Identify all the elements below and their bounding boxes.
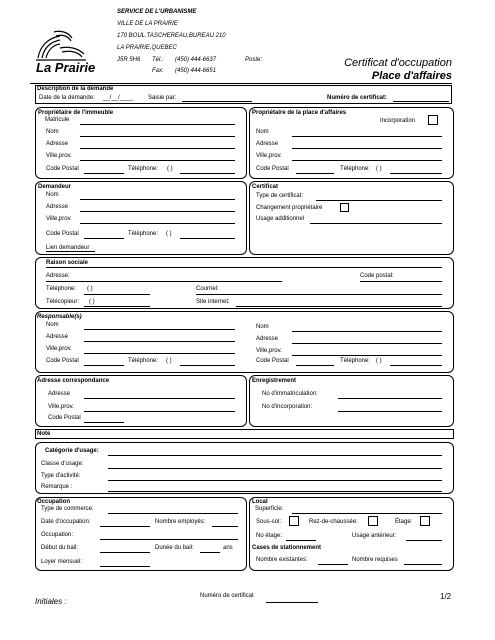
resp-adresse-label-1: Adresse: [46, 334, 69, 340]
courriel-label: Courriel:: [196, 286, 219, 292]
debut-field[interactable]: [100, 552, 150, 553]
categorie-field[interactable]: [108, 455, 442, 456]
resp-ville-field-1[interactable]: [84, 353, 235, 354]
raison-adresse-field[interactable]: [46, 281, 282, 282]
loyer-label: Loyer mensuel:: [41, 559, 83, 565]
city-name: VILLE DE LA PRAIRIE: [117, 21, 178, 27]
dem-nom-field[interactable]: [80, 199, 235, 200]
resp-tel-field-2[interactable]: [390, 365, 442, 366]
service-name: SERVICE DE L'URBANISME: [117, 9, 197, 15]
raison-field[interactable]: [46, 267, 442, 268]
pp-ville-label: Ville,prov.: [256, 153, 282, 159]
incorporation-label: Incorporation: [380, 118, 416, 124]
dem-adresse-field[interactable]: [80, 211, 235, 212]
resp-adresse-label-2: Adresse: [256, 336, 279, 342]
numero-field[interactable]: [393, 101, 449, 102]
enregistrement-heading: Enregistrement: [252, 378, 297, 384]
loyer-field[interactable]: [100, 566, 150, 567]
dem-tel-value[interactable]: ( ): [166, 231, 172, 237]
remarque-label: Remarque :: [41, 484, 73, 490]
poste-label: Poste:: [245, 57, 263, 63]
footer-numero-field[interactable]: [266, 602, 318, 603]
resp-adresse-field-1[interactable]: [84, 341, 235, 342]
page-number: 1/2: [440, 592, 452, 601]
occupation-field[interactable]: [100, 539, 238, 540]
pp-nom-label: Nom: [256, 129, 269, 135]
resp-cp-field-2[interactable]: [296, 365, 334, 366]
ans-label: ans: [223, 545, 233, 551]
incorp-field[interactable]: [338, 411, 442, 412]
ac-ville-label: Ville,prov.: [48, 404, 74, 410]
debut-label: Début du bail:: [41, 545, 79, 551]
type-activite-label: Type d'activité:: [41, 473, 81, 479]
dem-adresse-label: Adresse: [46, 204, 69, 210]
pi-ville-label: Ville,prov.: [46, 153, 72, 159]
existantes-label: Nombre existantes:: [256, 557, 308, 563]
courriel-field[interactable]: [196, 294, 442, 295]
pp-tel-label: Téléphone:: [340, 166, 371, 172]
changement-checkbox[interactable]: [340, 203, 349, 212]
stationnement-heading: Cases de stationnement: [252, 545, 322, 551]
categorie-heading: Catégorie d'usage:: [45, 448, 99, 454]
incorp-label: No d'incorporation:: [262, 404, 313, 410]
form-subtitle: Place d'affaires: [371, 70, 452, 82]
pi-nom-label: Nom: [46, 129, 59, 135]
etage-label: Étage:: [395, 519, 413, 525]
date-label: Date de la demande:: [39, 95, 95, 101]
resp-ville-label-2: Ville,prov.: [256, 348, 282, 354]
nombre-emp-field[interactable]: [212, 526, 238, 527]
resp-nom-field-1[interactable]: [84, 329, 235, 330]
occupation-heading: Occupation: [37, 499, 71, 505]
resp-nom-label-2: Nom: [256, 324, 269, 330]
etage-checkbox[interactable]: [420, 516, 430, 526]
dem-ville-field[interactable]: [80, 223, 235, 224]
no-etage-field[interactable]: [286, 540, 316, 541]
note-heading: Note: [37, 431, 51, 437]
fax-value: (450) 444-6651: [175, 68, 217, 74]
resp-nom-field-2[interactable]: [292, 331, 442, 332]
type-commerce-label: Type de commerce:: [41, 506, 94, 512]
usage-additionnel-label: Usage additionnel: [256, 216, 305, 222]
raison-section: [35, 257, 454, 309]
pp-nom-field[interactable]: [292, 136, 442, 137]
pi-nom-field[interactable]: [80, 136, 235, 137]
telecopieur-label: Télécopieur:: [46, 299, 80, 305]
logo-text: La Prairie: [36, 60, 96, 75]
resp-ville-field-2[interactable]: [292, 355, 442, 356]
responsables-section: [35, 311, 454, 373]
lien-label: Lien demandeur: [46, 245, 90, 251]
note-section: [35, 429, 454, 439]
ac-adresse-label: Adresse: [48, 391, 71, 397]
raison-heading: Raison sociale: [46, 260, 89, 266]
pi-adresse-label: Adresse: [46, 141, 69, 147]
usage-ant-label: Usage antérieur:: [352, 533, 397, 539]
date-value[interactable]: __/__/____: [103, 95, 134, 101]
classe-label: Classe d'usage:: [41, 461, 84, 467]
dem-cp-label: Code Postal: [46, 231, 79, 237]
sous-sol-checkbox[interactable]: [289, 516, 299, 526]
dem-cp-field[interactable]: [84, 238, 124, 239]
raison-tel-field[interactable]: [84, 294, 150, 295]
resp-tel-value-2[interactable]: ( ): [376, 358, 382, 364]
resp-cp-label-1: Code Postal: [46, 358, 79, 364]
resp-tel-label-2: Téléphone:: [340, 358, 371, 364]
resp-cp-label-2: Code Postal: [256, 358, 289, 364]
immat-field[interactable]: [338, 398, 442, 399]
resp-ville-label-1: Ville,prov.: [46, 346, 72, 352]
dem-ville-label: Ville,prov.: [46, 216, 72, 222]
logo: [30, 28, 96, 76]
pp-adresse-field[interactable]: [292, 148, 442, 149]
type-activite-field[interactable]: [108, 480, 442, 481]
resp-adresse-field-2[interactable]: [292, 343, 442, 344]
raison-tel-value[interactable]: ( ): [87, 286, 93, 292]
raison-cp-field[interactable]: [360, 281, 442, 282]
superficie-label: Superficie:: [255, 506, 284, 512]
saisie-label: Saisie par:: [148, 95, 177, 101]
pi-cp-field[interactable]: [84, 173, 124, 174]
pi-ville-field[interactable]: [80, 160, 235, 161]
address-line-2: LA PRAIRIE,QUEBEC: [117, 45, 177, 51]
ac-cp-label: Code Postal: [48, 415, 81, 421]
matricule-label: Matricule: [45, 117, 70, 123]
ac-cp-field[interactable]: [84, 422, 124, 423]
sous-sol-label: Sous-sol:: [256, 519, 282, 525]
tel-label: Tél.:: [152, 57, 164, 63]
responsables-heading: Responsable(s): [37, 314, 82, 320]
pi-adresse-field[interactable]: [80, 148, 235, 149]
header-rule: [30, 83, 452, 84]
duree-field[interactable]: [200, 552, 220, 553]
resp-cp-field-1[interactable]: [84, 365, 124, 366]
type-certificat-field[interactable]: [316, 200, 442, 201]
pi-tel-field[interactable]: [180, 173, 235, 174]
initiales-label: Initiales :: [35, 597, 67, 606]
usage-ant-field[interactable]: [406, 540, 442, 541]
resp-tel-label-1: Téléphone:: [128, 358, 159, 364]
saisie-field[interactable]: [182, 101, 252, 102]
form-title: Certificat d'occupation: [344, 57, 452, 69]
demandeur-heading: Demandeur: [38, 184, 72, 190]
pp-cp-field[interactable]: [296, 173, 334, 174]
changement-label: Changement propriétaire: [256, 205, 323, 211]
certificat-heading: Certificat: [252, 184, 279, 190]
fax-label: Fax:: [152, 68, 164, 74]
pp-tel-field[interactable]: [390, 173, 442, 174]
requises-field[interactable]: [404, 564, 442, 565]
matricule-field[interactable]: [80, 124, 235, 125]
type-certificat-label: Type de certificat:: [256, 193, 304, 199]
date-occ-label: Date d'occupation:: [41, 519, 91, 525]
raison-cp-label: Code postal:: [360, 273, 394, 279]
pp-tel-value[interactable]: ( ): [376, 166, 382, 172]
telecopieur-value[interactable]: ( ): [89, 299, 95, 305]
site-label: Site internet:: [196, 299, 230, 305]
proprietaire-immeuble-heading: Propriétaire de l'immeuble: [38, 110, 114, 116]
ac-adresse-field[interactable]: [84, 398, 235, 399]
resp-tel-value-1[interactable]: ( ): [166, 358, 172, 364]
dem-nom-label: Nom: [46, 192, 59, 198]
proprietaire-place-heading: Propriétaire de la place d'affaires: [252, 110, 347, 116]
raison-tel-label: Téléphone:: [46, 286, 77, 292]
type-commerce-field[interactable]: [108, 513, 238, 514]
site-field[interactable]: [236, 306, 442, 307]
pi-tel-label: Téléphone:: [128, 166, 159, 172]
nombre-emp-label: Nombre employés:: [155, 519, 206, 525]
raison-adresse-label: Adresse:: [46, 273, 70, 279]
adresse-corr-heading: Adresse correspondance: [37, 378, 110, 384]
logo-mark-icon: [30, 28, 92, 64]
duree-label: Dunée du bail:: [155, 545, 194, 551]
superficie-field[interactable]: [292, 513, 442, 514]
classe-field[interactable]: [108, 468, 442, 469]
immat-label: No d'immatriculation:: [262, 391, 318, 397]
dem-tel-label: Téléphone:: [128, 231, 159, 237]
rez-checkbox[interactable]: [368, 516, 378, 526]
requises-label: Nombre requises: [352, 557, 398, 563]
no-etage-label: No étage:: [256, 533, 283, 539]
usage-additionnel-field[interactable]: [310, 223, 442, 224]
numero-label: Numéro de certificat:: [327, 95, 388, 101]
date-occ-field[interactable]: [100, 526, 150, 527]
pi-cp-label: Code Postal: [46, 166, 79, 172]
pp-adresse-label: Adresse: [256, 141, 279, 147]
local-heading: Local: [252, 499, 268, 505]
pi-tel-value[interactable]: ( ): [167, 166, 173, 172]
ac-ville-field[interactable]: [84, 411, 235, 412]
resp-tel-field-1[interactable]: [180, 365, 235, 366]
address-line-1: 170 BOUL.TASCHEREAU,BUREAU 210: [117, 33, 226, 39]
rez-label: Rez-de-chaussée:: [309, 519, 358, 525]
pp-cp-label: Code Postal: [256, 166, 289, 172]
postal-code: J5R 5H6: [117, 57, 141, 63]
telecopieur-field[interactable]: [84, 306, 150, 307]
dem-tel-field[interactable]: [180, 238, 235, 239]
lien-field[interactable]: [46, 251, 95, 252]
resp-nom-label-1: Nom: [46, 322, 59, 328]
existantes-field[interactable]: [318, 564, 348, 565]
occupation-label: Occupation:: [41, 532, 74, 538]
description-heading: Description de la demande: [37, 86, 114, 92]
remarque-field[interactable]: [108, 491, 442, 492]
incorporation-checkbox[interactable]: [428, 115, 438, 125]
pp-ville-field[interactable]: [292, 160, 442, 161]
tel-value: (450) 444-6637: [175, 57, 217, 63]
footer-numero-label: Numéro de certificat: [200, 593, 254, 599]
